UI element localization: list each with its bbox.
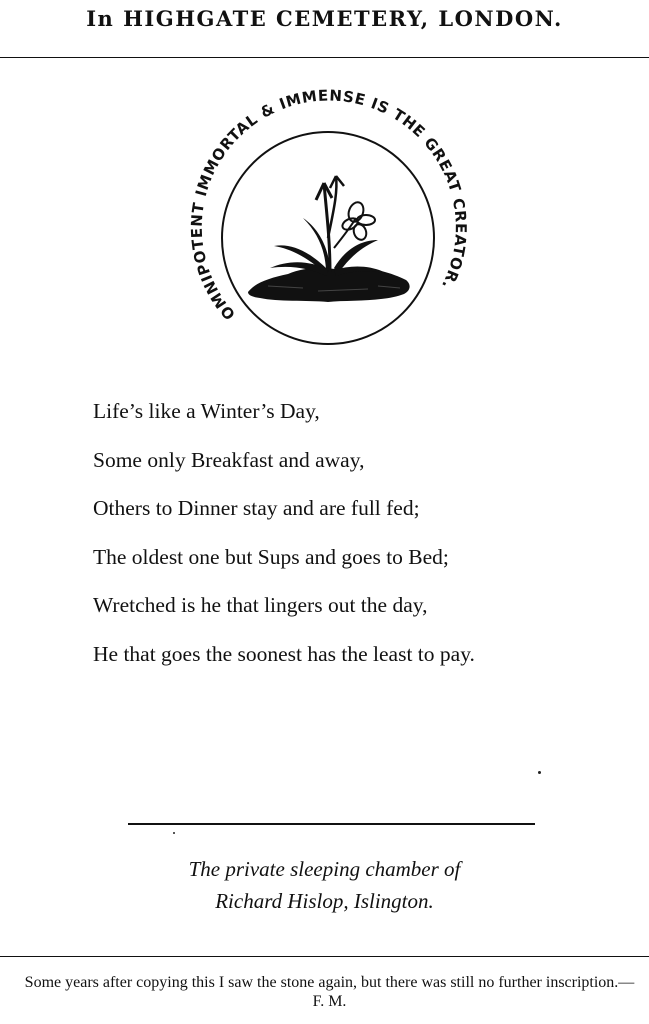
header-divider (0, 57, 649, 58)
print-speck (538, 771, 541, 774)
poem-line: Wretched is he that lingers out the day, (93, 593, 428, 617)
epitaph (0, 853, 649, 917)
poem-line: Life’s like a Winter’s Day, (93, 399, 320, 423)
section-divider (128, 823, 535, 825)
footnote: Some years after copying this I saw the stone again, but there was still no further inscription.—F. M. (24, 974, 635, 1010)
poem-line: Some only Breakfast and away, (93, 447, 365, 472)
poem (93, 396, 613, 687)
poem-line: The oldest one but Sups and goes to Bed; (93, 544, 449, 569)
epitaph-line-1: The private sleeping chamber of (188, 857, 461, 881)
print-speck (173, 832, 175, 834)
emblem-ring-textpath: OMNIPOTENT IMMORTAL & IMMENSE IS THE GREAT CREATOR. (187, 88, 470, 324)
page-title: In HIGHGATE CEMETERY, LONDON. (86, 6, 563, 31)
emblem (178, 88, 478, 388)
poem-line: He that goes the soonest has the least to pay. (93, 641, 475, 666)
flowering-plant-icon (248, 176, 410, 302)
poem-line: Others to Dinner stay and are full fed; (93, 496, 420, 520)
footer-divider (0, 956, 649, 957)
epitaph-line-2: Richard Hislop, Islington. (215, 889, 434, 913)
